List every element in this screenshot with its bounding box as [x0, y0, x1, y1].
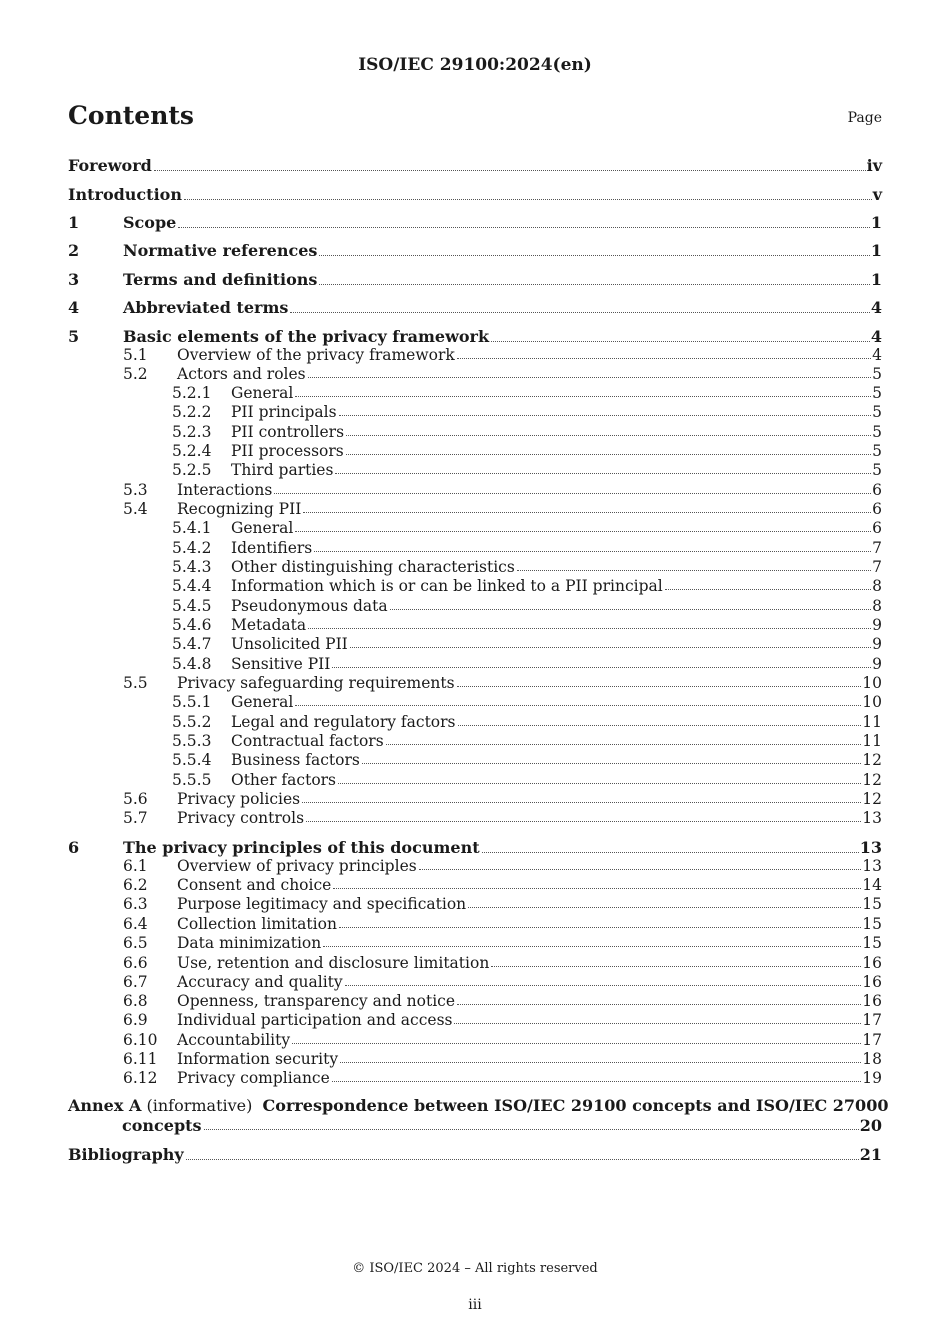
- leader-dots: [332, 666, 871, 668]
- leader-dots: [292, 1042, 861, 1044]
- toc-entry-title: Basic elements of the privacy framework: [123, 327, 490, 346]
- leader-dots: [186, 1158, 859, 1160]
- toc-entry-number: 5.2.1: [172, 384, 212, 402]
- toc-entry-title: Interactions: [177, 481, 273, 499]
- toc-entry-title: Accuracy and quality: [177, 973, 343, 991]
- toc-entry[interactable]: [0, 673, 950, 693]
- toc-entry[interactable]: [0, 875, 950, 895]
- toc-entry[interactable]: [0, 480, 950, 500]
- contents-title: Contents: [68, 101, 195, 130]
- leader-dots: [335, 472, 871, 474]
- toc-entry-page: 9: [872, 616, 882, 634]
- bibliography-entry[interactable]: [68, 1144, 882, 1166]
- toc-entry-page: 8: [872, 597, 882, 615]
- annex-kind: (informative): [146, 1096, 253, 1115]
- toc-entry-number: 5.5.3: [172, 732, 212, 750]
- toc-entry[interactable]: [0, 634, 950, 654]
- toc-entry-title: Actors and roles: [177, 365, 306, 383]
- toc-entry-page: 10: [862, 693, 882, 711]
- leader-dots: [338, 782, 861, 784]
- toc-entry-title: Information security: [177, 1050, 339, 1068]
- leader-dots: [346, 434, 871, 436]
- toc-entry-page: 6: [872, 500, 882, 518]
- toc-entry-page: 12: [862, 790, 882, 808]
- leader-dots: [154, 169, 866, 171]
- leader-dots: [491, 965, 861, 967]
- toc-entry-title: Abbreviated terms: [123, 298, 289, 317]
- leader-dots: [295, 395, 871, 397]
- toc-entry-number: 6.12: [123, 1069, 158, 1087]
- toc-entry-page: 1: [870, 213, 882, 232]
- leader-dots: [458, 724, 862, 726]
- toc-entry-number: 2: [68, 241, 80, 260]
- annex-page: 20: [859, 1116, 882, 1135]
- toc-entry-number: 5.2.3: [172, 423, 212, 441]
- annex-label: Annex A: [68, 1096, 142, 1115]
- toc-entry-page: 5: [872, 442, 882, 460]
- toc-entry-title: Individual participation and access: [177, 1011, 453, 1029]
- leader-dots: [457, 1003, 861, 1005]
- toc-entry[interactable]: [0, 808, 950, 828]
- toc-entry-title: Pseudonymous data: [231, 597, 388, 615]
- leader-dots: [290, 311, 869, 313]
- toc-entry-page: 5: [872, 384, 882, 402]
- toc-entry-number: 6.1: [123, 857, 148, 875]
- toc-entry[interactable]: [0, 596, 950, 616]
- toc-entry[interactable]: [0, 731, 950, 751]
- toc-entry[interactable]: [0, 750, 950, 770]
- toc-entry-page: 7: [872, 558, 882, 576]
- toc-entry-title: PII processors: [231, 442, 344, 460]
- toc-entry-title: General: [231, 519, 294, 537]
- toc-entry-number: 6.5: [123, 934, 148, 952]
- leader-dots: [319, 254, 869, 256]
- toc-entry-title: Consent and choice: [177, 876, 332, 894]
- toc-entry-number: 3: [68, 270, 80, 289]
- toc-entry-title: Privacy controls: [177, 809, 305, 827]
- leader-dots: [468, 906, 861, 908]
- toc-entry-number: 6.4: [123, 915, 148, 933]
- toc-entry[interactable]: [0, 654, 950, 674]
- leader-dots: [339, 414, 872, 416]
- leader-dots: [178, 226, 870, 228]
- toc-entry[interactable]: [0, 557, 950, 577]
- leader-dots: [308, 627, 871, 629]
- toc-entry-number: 6: [68, 838, 80, 857]
- leader-dots: [345, 984, 862, 986]
- toc-entry[interactable]: [0, 538, 950, 558]
- toc-entry-page: 17: [862, 1031, 882, 1049]
- toc-entry-title: Scope: [123, 213, 177, 232]
- toc-entry-number: 5.4.2: [172, 539, 212, 557]
- toc-entry[interactable]: [0, 499, 950, 519]
- toc-entry[interactable]: [0, 383, 950, 403]
- toc-entry-number: 5.5.4: [172, 751, 212, 769]
- toc-entry-number: 6.11: [123, 1050, 158, 1068]
- toc-entry[interactable]: [0, 269, 950, 291]
- toc-entry[interactable]: [0, 789, 950, 809]
- toc-entry-page: 13: [862, 857, 882, 875]
- toc-entry-number: 5.6: [123, 790, 148, 808]
- toc-entry-number: 5.2: [123, 365, 148, 383]
- toc-entry[interactable]: [0, 576, 950, 596]
- toc-entry-title: General: [231, 693, 294, 711]
- toc-entry-title: Identifiers: [231, 539, 313, 557]
- toc-entry-title: Introduction: [68, 185, 182, 204]
- toc-entry[interactable]: [0, 953, 950, 973]
- toc-entry-page: 6: [872, 519, 882, 537]
- annex-entry[interactable]: [68, 1096, 889, 1135]
- toc-entry[interactable]: [0, 972, 950, 992]
- toc-entry-title: Collection limitation: [177, 915, 337, 933]
- toc-entry-page: 6: [872, 481, 882, 499]
- toc-entry-title: Contractual factors: [231, 732, 384, 750]
- toc-entry-title: PII controllers: [231, 423, 345, 441]
- toc-entry[interactable]: [0, 894, 950, 914]
- toc-entry-page: 15: [862, 895, 882, 913]
- toc-entry-number: 5.5.5: [172, 771, 212, 789]
- toc-entry-title: Foreword: [68, 156, 152, 175]
- toc-entry-page: 14: [862, 876, 882, 894]
- toc-entry-number: 5.1: [123, 346, 148, 364]
- toc-entry-number: 5.4.8: [172, 655, 212, 673]
- page-column-label: Page: [847, 110, 882, 126]
- toc-entry[interactable]: [0, 155, 950, 177]
- toc-entry[interactable]: [0, 692, 950, 712]
- toc-entry-number: 5.5.1: [172, 693, 212, 711]
- bibliography-title: Bibliography: [68, 1145, 184, 1164]
- leader-dots: [319, 283, 869, 285]
- toc-entry-page: 8: [872, 577, 882, 595]
- toc-entry[interactable]: [0, 1068, 950, 1088]
- toc-entry-page: 11: [862, 713, 882, 731]
- leader-dots: [333, 887, 861, 889]
- toc-entry-title: Terms and definitions: [123, 270, 318, 289]
- toc-entry-number: 5.4.5: [172, 597, 212, 615]
- toc-entry-title: General: [231, 384, 294, 402]
- toc-entry[interactable]: [0, 460, 950, 480]
- leader-dots: [665, 588, 871, 590]
- toc-entry-page: 19: [862, 1069, 882, 1087]
- toc-entry[interactable]: [0, 345, 950, 365]
- toc-entry-number: 5.7: [123, 809, 148, 827]
- toc-entry-number: 5: [68, 327, 80, 346]
- leader-dots: [204, 1128, 859, 1130]
- leader-dots: [457, 685, 862, 687]
- toc-entry-number: 5.5.2: [172, 713, 212, 731]
- toc-entry-title: Metadata: [231, 616, 307, 634]
- toc-entry-number: 6.10: [123, 1031, 158, 1049]
- toc-entry[interactable]: [0, 212, 950, 234]
- leader-dots: [339, 926, 861, 928]
- toc-entry-title: Overview of privacy principles: [177, 857, 417, 875]
- toc-entry[interactable]: [0, 518, 950, 538]
- toc-entry-page: 9: [872, 655, 882, 673]
- toc-entry-title: Purpose legitimacy and specification: [177, 895, 467, 913]
- toc-entry-number: 6.2: [123, 876, 148, 894]
- toc-entry-page: 16: [862, 973, 882, 991]
- leader-dots: [274, 492, 871, 494]
- leader-dots: [303, 511, 871, 513]
- leader-dots: [314, 550, 871, 552]
- leader-dots: [295, 530, 871, 532]
- toc-entry-page: 9: [872, 635, 882, 653]
- toc-entry-page: 13: [859, 838, 882, 857]
- leader-dots: [295, 704, 861, 706]
- toc-entry-number: 5.5: [123, 674, 148, 692]
- toc-entry-number: 5.4.3: [172, 558, 212, 576]
- leader-dots: [323, 945, 861, 947]
- toc-entry[interactable]: [0, 441, 950, 461]
- toc-entry-title: Use, retention and disclosure limitation: [177, 954, 490, 972]
- toc-entry-page: 4: [870, 327, 882, 346]
- toc-entry[interactable]: [0, 184, 950, 206]
- toc-entry-page: 4: [870, 298, 882, 317]
- toc-entry-page: 11: [862, 732, 882, 750]
- leader-dots: [350, 646, 871, 648]
- leader-dots: [390, 608, 871, 610]
- toc-entry-title: PII principals: [231, 403, 337, 421]
- toc-entry-page: v: [872, 185, 882, 204]
- annex-title-line1: Correspondence between ISO/IEC 29100 concepts and ISO/IEC 27000: [262, 1096, 889, 1115]
- leader-dots: [332, 1080, 861, 1082]
- leader-dots: [482, 851, 859, 853]
- toc-entry-page: 12: [862, 771, 882, 789]
- toc-entry-number: 5.4.7: [172, 635, 212, 653]
- toc-entry[interactable]: [0, 240, 950, 262]
- toc-entry[interactable]: [0, 712, 950, 732]
- toc-entry-page: 16: [862, 954, 882, 972]
- toc-entry[interactable]: [0, 991, 950, 1011]
- toc-entry[interactable]: [0, 933, 950, 953]
- toc-entry-page: 1: [870, 270, 882, 289]
- toc-entry-title: Other factors: [231, 771, 337, 789]
- leader-dots: [184, 198, 872, 200]
- toc-entry-title: Privacy compliance: [177, 1069, 330, 1087]
- toc-entry-page: 5: [872, 423, 882, 441]
- toc-entry-title: Overview of the privacy framework: [177, 346, 455, 364]
- toc-entry-title: Sensitive PII: [231, 655, 331, 673]
- toc-entry-number: 6.9: [123, 1011, 148, 1029]
- toc-entry-page: 18: [862, 1050, 882, 1068]
- toc-entry-title: Recognizing PII: [177, 500, 302, 518]
- toc-entry-page: 1: [870, 241, 882, 260]
- toc-entry[interactable]: [0, 422, 950, 442]
- toc-entry[interactable]: [0, 402, 950, 422]
- toc-entry-title: Accountability: [177, 1031, 291, 1049]
- toc-entry-number: 6.7: [123, 973, 148, 991]
- toc-entry-page: 17: [862, 1011, 882, 1029]
- leader-dots: [517, 569, 871, 571]
- toc-entry-title: The privacy principles of this document: [123, 838, 480, 857]
- toc-entry-number: 5.3: [123, 481, 148, 499]
- toc-entry-number: 5.2.5: [172, 461, 212, 479]
- toc-entry-number: 5.2.4: [172, 442, 212, 460]
- toc-entry[interactable]: [0, 1030, 950, 1050]
- toc-entry-title: Third parties: [231, 461, 334, 479]
- leader-dots: [302, 801, 861, 803]
- toc-entry-number: 4: [68, 298, 80, 317]
- toc-entry-title: Data minimization: [177, 934, 322, 952]
- toc-entry-title: Information which is or can be linked to a PII principal: [231, 577, 663, 595]
- leader-dots: [362, 762, 861, 764]
- toc-entry[interactable]: [0, 1010, 950, 1030]
- annex-title-line2: concepts: [122, 1116, 202, 1135]
- toc-entry-title: Unsolicited PII: [231, 635, 348, 653]
- toc-entry-title: Privacy policies: [177, 790, 301, 808]
- toc-entry-title: Normative references: [123, 241, 318, 260]
- toc-entry-page: 13: [862, 809, 882, 827]
- toc-entry[interactable]: [0, 1049, 950, 1069]
- toc-entry-title: Privacy safeguarding requirements: [177, 674, 455, 692]
- leader-dots: [491, 340, 870, 342]
- toc-entry-title: Legal and regulatory factors: [231, 713, 456, 731]
- toc-entry[interactable]: [0, 297, 950, 319]
- toc-entry[interactable]: [0, 615, 950, 635]
- leader-dots: [340, 1061, 861, 1063]
- toc-entry-page: 5: [872, 461, 882, 479]
- toc-entry[interactable]: [0, 856, 950, 876]
- toc-entry-number: 5.4.6: [172, 616, 212, 634]
- toc-entry-page: 4: [872, 346, 882, 364]
- leader-dots: [386, 743, 862, 745]
- document-header: ISO/IEC 29100:2024(en): [358, 55, 592, 75]
- toc-entry-number: 6.6: [123, 954, 148, 972]
- toc-entry-page: 7: [872, 539, 882, 557]
- toc-entry-page: 15: [862, 934, 882, 952]
- footer-copyright: © ISO/IEC 2024 – All rights reserved: [352, 1261, 598, 1276]
- toc-entry-number: 1: [68, 213, 80, 232]
- toc-entry[interactable]: [0, 914, 950, 934]
- leader-dots: [346, 453, 871, 455]
- leader-dots: [457, 357, 871, 359]
- toc-entry-title: Business factors: [231, 751, 360, 769]
- toc-entry-title: Other distinguishing characteristics: [231, 558, 515, 576]
- toc-entry-number: 5.4: [123, 500, 148, 518]
- toc-entry-number: 5.2.2: [172, 403, 212, 421]
- toc-entry-number: 6.3: [123, 895, 148, 913]
- toc-entry-title: Openness, transparency and notice: [177, 992, 456, 1010]
- bibliography-page: 21: [859, 1145, 882, 1164]
- toc-entry-number: 5.4.1: [172, 519, 212, 537]
- leader-dots: [454, 1022, 861, 1024]
- leader-dots: [306, 820, 861, 822]
- toc-entry-page: 16: [862, 992, 882, 1010]
- toc-entry-page: iv: [866, 156, 882, 175]
- leader-dots: [419, 868, 862, 870]
- toc-entry-page: 5: [872, 365, 882, 383]
- footer-page-number: iii: [468, 1297, 482, 1313]
- toc-entry[interactable]: [0, 364, 950, 384]
- toc-entry-number: 5.4.4: [172, 577, 212, 595]
- toc-entry-page: 5: [872, 403, 882, 421]
- toc-entry[interactable]: [0, 770, 950, 790]
- leader-dots: [308, 376, 872, 378]
- toc-entry-page: 15: [862, 915, 882, 933]
- toc-entry-number: 6.8: [123, 992, 148, 1010]
- toc-entry-page: 12: [862, 751, 882, 769]
- toc-entry-page: 10: [862, 674, 882, 692]
